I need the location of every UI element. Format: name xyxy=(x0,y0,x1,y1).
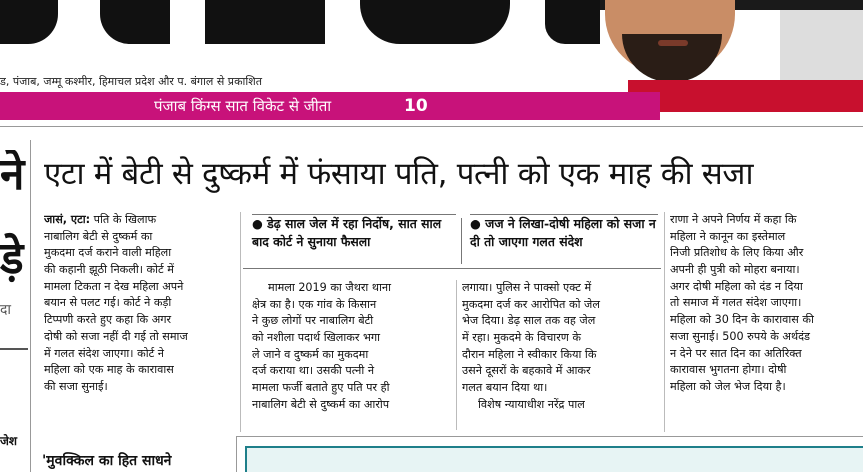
text-line: मामला 2019 का जैथरा थाना xyxy=(268,281,392,294)
text-line: बयान से पलट गई। कोर्ट ने कड़ी xyxy=(44,296,172,310)
text-line: क्षेत्र का है। एक गांव के किसान xyxy=(252,297,377,311)
sports-teaser-text: पंजाब किंग्स सात विकेट से जीता xyxy=(154,97,332,115)
text-line: महिला को जेल भेज दिया है। xyxy=(670,379,786,393)
divider xyxy=(0,348,28,350)
text-line: ने कुछ लोगों पर नाबालिग बेटी xyxy=(252,314,374,328)
dateline: जासं, एटा: xyxy=(44,213,91,226)
masthead-logo-shape xyxy=(545,0,600,44)
text-line: नाबालिग बेटी से दुष्कर्म का xyxy=(44,229,153,243)
editions-line: ड, पंजाब, जम्मू कश्मीर, हिमाचल प्रदेश और प. बंगाल से प्रकाशित xyxy=(0,75,262,88)
text-line: मुकदमा दर्ज कर आरोपित को जेल xyxy=(462,297,600,311)
text-line: मुकदमा दर्ज कराने वाली महिला xyxy=(44,246,172,260)
left-fragment-1: ने xyxy=(0,150,25,200)
masthead-logo-shape xyxy=(360,0,510,44)
highlight-text: ● जज ने लिखा-दोषी महिला को सजा न दी तो जाएगा गलत संदेश xyxy=(470,216,656,249)
column-divider xyxy=(30,140,31,472)
article-column-1 xyxy=(44,212,232,432)
text-line: सजा सुनाई। 500 रुपये के अर्थदंड xyxy=(670,329,811,343)
text-line: तो समाज में गलत संदेश जाएगा। xyxy=(670,296,802,310)
next-story-headline[interactable]: 'मुवक्किल का हित साधने xyxy=(42,453,172,469)
text-line: ले जाने व दुष्कर्म का मुकदमा xyxy=(252,347,369,361)
left-fragment-4: जेश xyxy=(0,434,18,448)
divider xyxy=(461,218,462,264)
text-line: की सजा सुनाई। xyxy=(44,379,108,393)
text-line: भेज दिया। डेढ़ साल तक वह जेल xyxy=(462,314,596,328)
boxed-story[interactable] xyxy=(245,446,863,472)
text-line: निजी प्रतिशोध के लिए किया और xyxy=(670,246,804,260)
sports-teaser-page: 10 xyxy=(404,96,428,116)
masthead-logo-shape xyxy=(0,0,58,44)
text-line: दर्ज कराया था। उसकी पत्नी ने xyxy=(252,364,375,378)
text-line: अपनी ही पुत्री को मोहरा बनाया। xyxy=(670,263,800,277)
text-line: में रहा। मुकदमे के विचारण के xyxy=(462,331,582,345)
masthead-logo-shape xyxy=(205,0,325,44)
article-column-3 xyxy=(462,280,658,430)
left-fragment-2: ड़े xyxy=(0,233,24,284)
text-line: न देने पर सात दिन का अतिरिक्त xyxy=(670,346,802,360)
text-line: कारावास भुगतना होगा। दोषी xyxy=(670,363,787,377)
text-line: टिप्पणी करते हुए कहा कि अगर xyxy=(44,313,172,327)
left-fragment-3: दा xyxy=(0,302,12,318)
article-column-2 xyxy=(252,280,448,430)
text-line: जासं, एटा: पति के खिलाफ xyxy=(44,213,157,226)
text-line: गलत बयान दिया था। xyxy=(462,381,548,395)
highlight-box-1 xyxy=(252,214,456,268)
highlight-text: ● डेढ़ साल जेल में रहा निर्दोष, सात साल बाद कोर्ट ने सुनाया फैसला xyxy=(252,216,442,249)
divider xyxy=(243,268,661,269)
column-divider xyxy=(664,212,665,432)
text-line: महिला ने कानून का इस्तेमाल xyxy=(670,229,786,243)
text-line: नाबालिग बेटी से दुष्कर्म का आरोप xyxy=(252,397,390,411)
text-line: महिला को 30 दिन के कारावास की xyxy=(670,313,814,327)
text-line: महिला को एक माह के कारावास xyxy=(44,363,174,377)
column-divider xyxy=(240,212,241,432)
highlight-box-2 xyxy=(470,214,658,268)
text-line: दौरान महिला ने स्वीकार किया कि xyxy=(462,347,597,361)
article-headline[interactable]: एटा में बेटी से दुष्कर्म में फंसाया पति, पत्नी को एक माह की सजा xyxy=(44,156,754,192)
column-divider xyxy=(456,280,457,430)
text-line: मामला फर्जी बताते हुए पति पर ही xyxy=(252,381,390,395)
text-line: दोषी को सजा नहीं दी गई तो समाज xyxy=(44,329,188,343)
text-line: उसने दूसरों के बहकावे में आकर xyxy=(462,364,591,378)
divider xyxy=(0,126,863,127)
masthead-logo-shape xyxy=(100,0,170,44)
text-line: लगाया। पुलिस ने पाक्सो एक्ट में xyxy=(462,281,592,294)
text-line: में गलत संदेश जाएगा। कोर्ट ने xyxy=(44,346,165,360)
text-line: मामला टिकता न देख महिला अपने xyxy=(44,279,184,293)
sports-teaser-bar[interactable] xyxy=(0,92,660,120)
article-column-4 xyxy=(670,212,858,432)
text-line: अगर दोषी महिला को दंड न दिया xyxy=(670,279,803,293)
text-line: विशेष न्यायाधीश नरेंद्र पाल xyxy=(478,397,585,411)
text-line: की कहानी झूठी निकली। कोर्ट में xyxy=(44,263,174,277)
text-line: को नशीला पदार्थ खिलाकर भगा xyxy=(252,331,381,345)
text-line: राणा ने अपने निर्णय में कहा कि xyxy=(670,213,797,226)
